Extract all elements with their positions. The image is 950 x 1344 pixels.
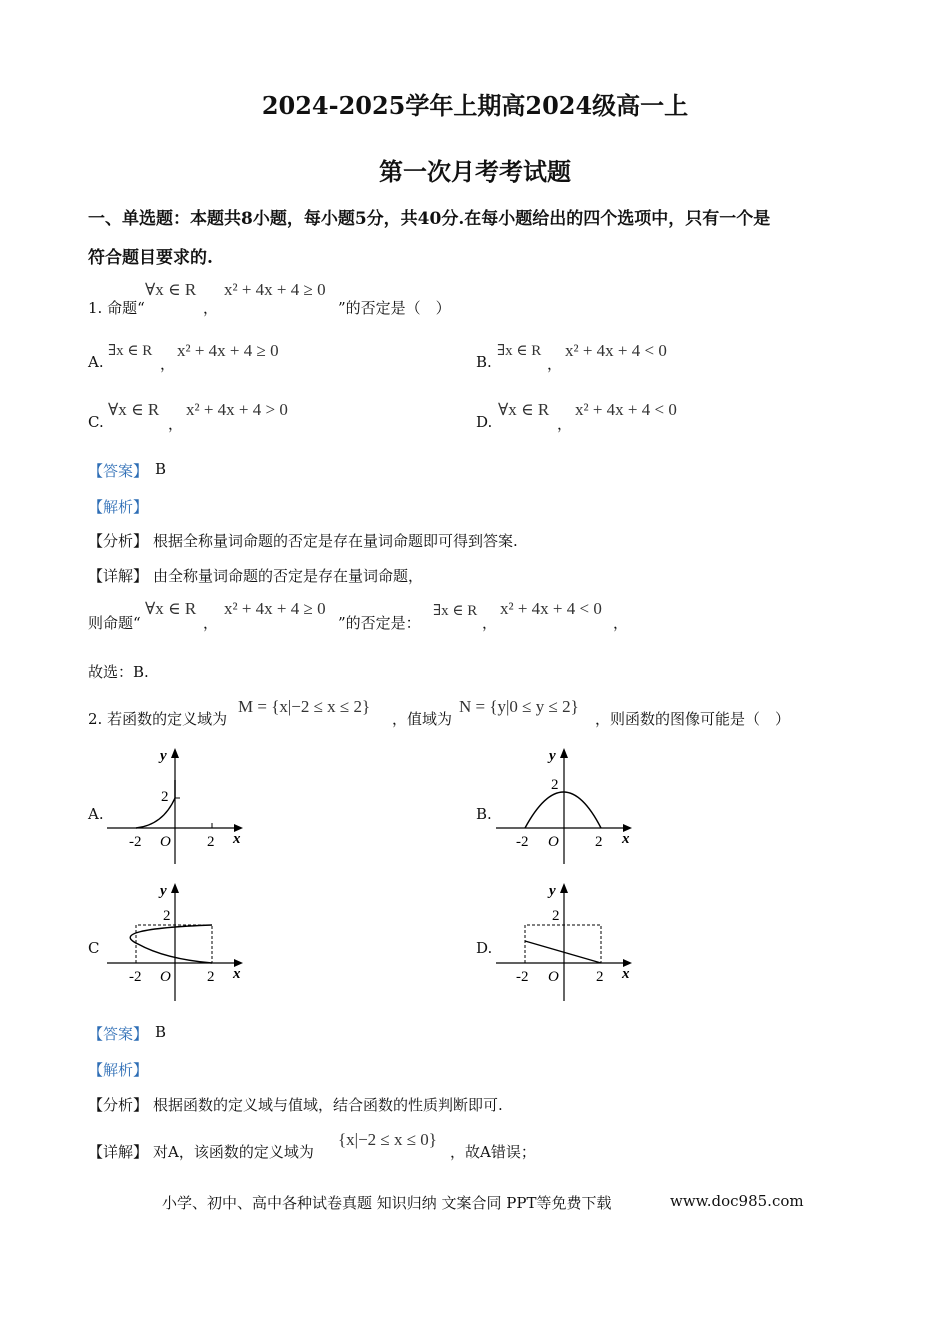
footer-text: 小学、初中、高中各种试卷真题 知识归纳 文案合同 PPT等免费下载 bbox=[162, 1194, 612, 1212]
graph-d-x-label: x bbox=[622, 966, 630, 982]
graph-c bbox=[105, 877, 255, 1007]
graph-a bbox=[105, 742, 255, 872]
q2-xiangjie-pre: 对A，该函数的定义域为 bbox=[153, 1143, 314, 1161]
q1-comma: ， bbox=[203, 299, 219, 317]
q1-neg-quantifier: ∀x ∈ R bbox=[145, 599, 197, 618]
section-heading-line-1: 一、单选题：本题共8小题，每小题5分，共40分.在每小题给出的四个选项中，只有一个是 bbox=[88, 209, 771, 229]
q1-inequality: x² + 4x + 4 ≥ 0 bbox=[224, 280, 326, 299]
graph-c-x-label: x bbox=[233, 966, 241, 982]
graph-a-tick-neg2: -2 bbox=[129, 834, 142, 850]
q1-neg-mid: ”的否定是： bbox=[338, 614, 421, 632]
graph-c-y-label: y bbox=[160, 883, 167, 899]
q1-option-b-label: B. bbox=[476, 353, 492, 371]
q1-suffix: ”的否定是（ ） bbox=[338, 299, 451, 317]
q2-xiangjie-post: ，故A错误； bbox=[450, 1143, 536, 1161]
q2-range: N = {y|0 ≤ y ≤ 2} bbox=[459, 697, 579, 716]
graph-a-tick-y2: 2 bbox=[161, 789, 169, 805]
q2-xiangjie-tag: 【详解】 bbox=[88, 1143, 149, 1161]
q2-answer-tag: 【答案】 bbox=[88, 1025, 149, 1043]
q1-option-a-quantifier: ∃x ∈ R bbox=[108, 343, 153, 359]
q1-option-a-expr: x² + 4x + 4 ≥ 0 bbox=[177, 341, 279, 360]
q1-answer: B bbox=[155, 460, 167, 478]
q2-option-a-label: A. bbox=[88, 805, 104, 823]
graph-d-y-label: y bbox=[549, 883, 556, 899]
graph-a-origin: O bbox=[160, 834, 171, 850]
q1-neg-comma-2: ， bbox=[482, 614, 498, 632]
q1-neg-prefix: 则命题“ bbox=[88, 614, 141, 632]
q1-neg-end: ， bbox=[613, 614, 629, 632]
q1-option-d-expr: x² + 4x + 4 < 0 bbox=[575, 400, 677, 419]
q2-suffix: ，则函数的图像可能是（ ） bbox=[595, 710, 791, 728]
q1-option-c-quantifier: ∀x ∈ R bbox=[108, 400, 160, 419]
q1-fenxi-tag: 【分析】 bbox=[88, 532, 149, 550]
q2-domain: M = {x|−2 ≤ x ≤ 2} bbox=[238, 697, 371, 716]
q1-option-c-expr: x² + 4x + 4 > 0 bbox=[186, 400, 288, 419]
q1-neg-comma-1: ， bbox=[203, 614, 219, 632]
q1-analysis-tag: 【解析】 bbox=[88, 498, 149, 516]
q2-mid: ，值域为 bbox=[392, 710, 453, 728]
graph-d-tick-neg2: -2 bbox=[516, 969, 529, 985]
graph-b-tick-x2: 2 bbox=[595, 834, 603, 850]
q1-neg-inequality: x² + 4x + 4 ≥ 0 bbox=[224, 599, 326, 618]
graph-b-y-label: y bbox=[549, 748, 556, 764]
graph-c-tick-y2: 2 bbox=[163, 908, 171, 924]
q1-quantifier: ∀x ∈ R bbox=[145, 280, 197, 299]
q1-fenxi: 根据全称量词命题的否定是存在量词命题即可得到答案. bbox=[153, 532, 518, 550]
q1-xiangjie-tag: 【详解】 bbox=[88, 567, 149, 585]
graph-b bbox=[494, 742, 644, 872]
graph-d-origin: O bbox=[548, 969, 559, 985]
q1-option-d-quantifier: ∀x ∈ R bbox=[498, 400, 550, 419]
graph-a-tick-x2: 2 bbox=[207, 834, 215, 850]
q1-answer-tag: 【答案】 bbox=[88, 462, 149, 480]
graph-d bbox=[494, 877, 644, 1007]
graph-c-origin: O bbox=[160, 969, 171, 985]
graph-d-tick-x2: 2 bbox=[596, 969, 604, 985]
title-line-2: 第一次月考考试题 bbox=[379, 157, 571, 186]
q1-option-d-sep: ， bbox=[557, 415, 573, 433]
q1-option-a-label: A. bbox=[88, 353, 104, 371]
graph-b-x-label: x bbox=[622, 831, 630, 847]
q2-option-c-label: C bbox=[88, 939, 100, 957]
q2-option-d-label: D. bbox=[476, 939, 493, 957]
title-line-1: 2024-2025学年上期高2024级高一上 bbox=[261, 91, 689, 120]
q1-prefix: 1. 命题“ bbox=[88, 299, 145, 317]
q2-answer: B bbox=[155, 1023, 167, 1041]
q1-option-c-label: C. bbox=[88, 413, 104, 431]
graph-b-origin: O bbox=[548, 834, 559, 850]
graph-c-tick-x2: 2 bbox=[207, 969, 215, 985]
q1-neg-quantifier-exists: ∃x ∈ R bbox=[433, 603, 478, 619]
section-heading-line-2: 符合题目要求的. bbox=[88, 248, 213, 268]
q1-neg-result: x² + 4x + 4 < 0 bbox=[500, 599, 602, 618]
graph-b-tick-y2: 2 bbox=[551, 777, 559, 793]
q1-conclusion: 故选：B. bbox=[88, 663, 149, 681]
q1-xiangjie: 由全称量词命题的否定是存在量词命题， bbox=[153, 567, 424, 585]
q2-xiangjie-math: {x|−2 ≤ x ≤ 0} bbox=[338, 1130, 437, 1149]
q1-option-b-expr: x² + 4x + 4 < 0 bbox=[565, 341, 667, 360]
q2-fenxi-tag: 【分析】 bbox=[88, 1096, 149, 1114]
q2-analysis-tag: 【解析】 bbox=[88, 1061, 149, 1079]
graph-a-y-label: y bbox=[160, 748, 167, 764]
q2-option-b-label: B. bbox=[476, 805, 492, 823]
graph-b-tick-neg2: -2 bbox=[516, 834, 529, 850]
q2-prefix: 2. 若函数的定义域为 bbox=[88, 710, 228, 728]
q1-option-a-sep: ， bbox=[160, 355, 176, 373]
graph-a-x-label: x bbox=[233, 831, 241, 847]
q1-option-b-sep: ， bbox=[547, 355, 563, 373]
q1-option-d-label: D. bbox=[476, 413, 493, 431]
q2-fenxi: 根据函数的定义域与值域，结合函数的性质判断即可. bbox=[153, 1096, 503, 1114]
q1-option-c-sep: ， bbox=[168, 415, 184, 433]
q1-option-b-quantifier: ∃x ∈ R bbox=[497, 343, 542, 359]
graph-c-tick-neg2: -2 bbox=[129, 969, 142, 985]
footer-url[interactable]: www.doc985.com bbox=[670, 1192, 804, 1210]
graph-d-tick-y2: 2 bbox=[552, 908, 560, 924]
